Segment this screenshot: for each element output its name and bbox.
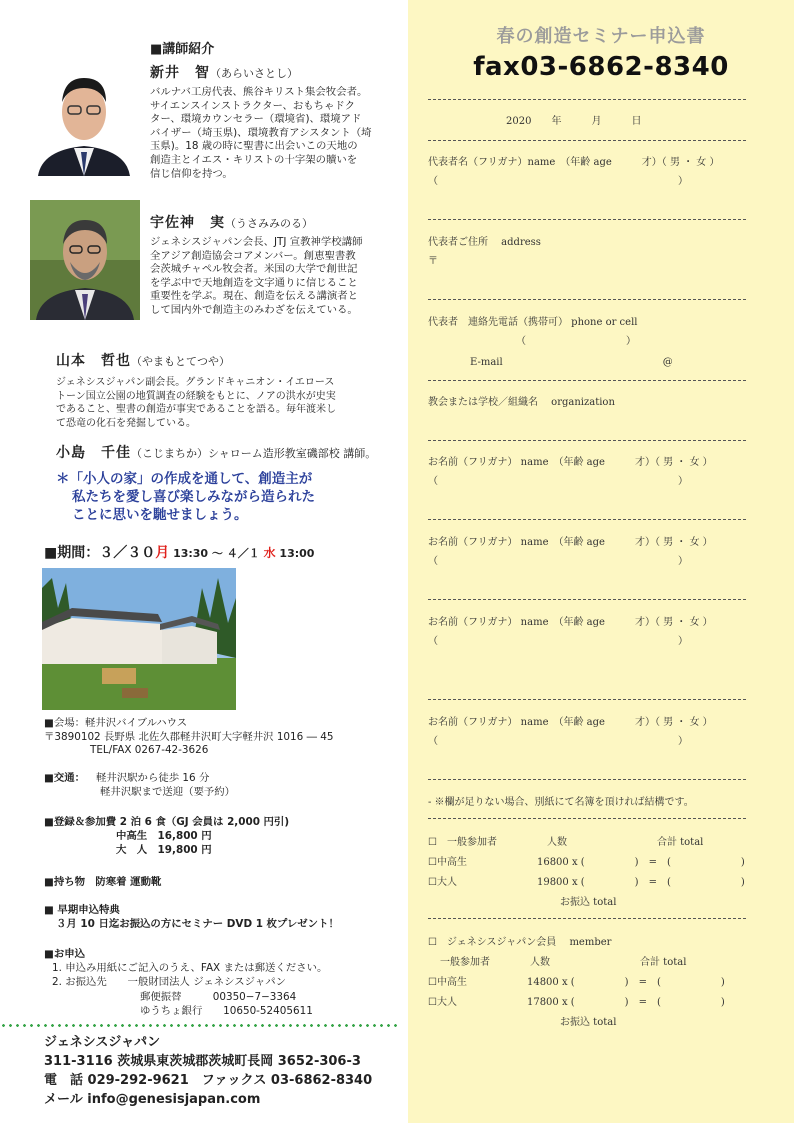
- separator: [428, 140, 746, 141]
- period: [44, 542, 314, 562]
- application-form: [408, 0, 794, 1123]
- separator: [428, 299, 746, 300]
- apply-label: ■お申込: [44, 948, 85, 960]
- separator: [428, 99, 746, 100]
- form-note: - ※欄が足りない場合、別紙にて名簿を頂ければ結構です。: [428, 797, 694, 808]
- seminar-message: [56, 470, 406, 524]
- bio-line: 創造主とイエス・キリストの十字架の贖いを: [150, 153, 358, 166]
- bio-line: サイエンスインストラクター、おもちゃドク: [150, 99, 356, 112]
- instructor-3-heading: [56, 350, 230, 370]
- separator: [428, 380, 746, 381]
- bio-line: ター、環境カウンセラー（環境省)、環境アド: [150, 113, 362, 126]
- instructor-2-heading: [150, 212, 313, 232]
- divider: [0, 1024, 400, 1027]
- member-header[interactable]: ☐ ジェネシスジャパン会員 member: [428, 937, 612, 948]
- bio-line: 玉県)。18 歳の時に聖書に出会いこの天地の: [150, 140, 358, 153]
- org-name: ジェネシスジャパン: [44, 1035, 161, 1050]
- member-adult-row[interactable]: ☐大人 17800 x ( ) = ( ): [428, 997, 725, 1008]
- instructor-4-name: 小島 千佳: [56, 445, 131, 461]
- bio-line: であること、聖書の創造が事実であることを語る。毎年渡米し: [56, 404, 336, 416]
- bank-postal: 郵便振替 00350−7−3364: [140, 991, 297, 1003]
- message-line: 私たちを愛し喜び楽しみながら造られた: [72, 489, 315, 505]
- apply-step2: 2. お振込先 一般財団法人 ジェネシスジャパン: [52, 976, 286, 988]
- instructor-1-name: 新井 智: [150, 65, 210, 81]
- instructor-1-heading: [150, 62, 298, 82]
- rep-phone-field[interactable]: 代表者 連絡先電話（携帯可） phone or cell: [428, 317, 638, 328]
- person-4-field[interactable]: お名前（フリガナ） name （年齢 age 才）（ 男 ・ 女 ）: [428, 717, 713, 728]
- venue-address: 〒3890102 長野県 北佐久郡軽井沢町大字軽井沢 1016 ― 45: [44, 731, 334, 743]
- instructor-3-bio: [56, 376, 406, 430]
- form-title: 春の創造セミナー申込書: [496, 26, 706, 47]
- bio-line: て恐竜の化石を発掘している。: [56, 417, 196, 429]
- org-phone: 電 話 029-292-9621 ファックス 03-6862-8340: [44, 1073, 373, 1088]
- rep-address-field[interactable]: 代表者ご住所 address: [428, 237, 541, 248]
- items-label: ■持ち物: [44, 876, 96, 888]
- period-time1: 13:30 〜 ４／１: [169, 547, 264, 560]
- fees-row-adult: 大 人 19,800 円: [116, 844, 212, 856]
- postal-mark: 〒: [428, 256, 438, 267]
- apply-step1: 1. 申込み用紙にご記入のうえ、FAX または郵送ください。: [52, 962, 328, 974]
- person-1-field[interactable]: お名前（フリガナ） name （年齢 age 才）（ 男 ・ 女 ）: [428, 457, 713, 468]
- instructors-heading: ■講師紹介: [150, 42, 215, 57]
- bio-line: して国内外で創造主のみわざを伝えている。: [150, 303, 358, 316]
- period-day1: 月: [155, 545, 170, 561]
- fees-label: ■登録＆参加費 2 泊 6 食（GJ 会員は 2,000 円引): [44, 816, 290, 828]
- org-address: 311-3116 茨城県東茨城郡茨城町長岡 3652-306-3: [44, 1054, 361, 1069]
- bio-line: バルナバ工房代表、熊谷キリスト集会牧会者。: [150, 86, 368, 98]
- instructor-photo-usami: [30, 200, 140, 320]
- member-student-row[interactable]: ☐中高生 14800 x ( ) = ( ): [428, 977, 725, 988]
- fax-number: fax03-6862-8340: [473, 52, 729, 82]
- transport-line1: 軽井沢駅から徒歩 16 分: [96, 772, 210, 784]
- organization-field[interactable]: 教会または学校／組織名 organization: [428, 397, 615, 408]
- period-label: ■期間：３／３０: [44, 545, 156, 561]
- rep-name-field[interactable]: 代表者名（フリガナ）name （年齢 age 才）（ 男 ・ 女 ）: [428, 157, 720, 168]
- bio-line: ジェネシスジャパン副会長。グランドキャニオン・イエロース: [56, 377, 335, 388]
- instructor-photo-arai: [30, 62, 138, 176]
- separator: [428, 519, 746, 520]
- bio-line: ジェネシスジャパン会長、JTJ 宣教神学校講師: [150, 236, 363, 248]
- instructor-2-bio: [150, 236, 406, 318]
- person-1-input[interactable]: （ ）: [428, 476, 688, 487]
- transport-line2: 軽井沢駅まで送迎（要予約）: [100, 786, 236, 798]
- fees-row-student: 中高生 16,800 円: [116, 830, 212, 842]
- period-day2: 水: [263, 546, 276, 560]
- message-line: ＊「小人の家」の作成を通して、創造主が: [56, 471, 313, 487]
- general-student-row[interactable]: ☐中高生 16800 x ( ) = ( ): [428, 857, 745, 868]
- message-line: ことに思いを馳せましょう。: [72, 507, 248, 523]
- person-3-input[interactable]: （ ）: [428, 636, 688, 647]
- bio-line: トーン国立公園の地質調査の経験をもとに、ノアの洪水が史実: [56, 390, 336, 402]
- general-transfer-total: お振込 total: [560, 897, 617, 908]
- person-2-field[interactable]: お名前（フリガナ） name （年齢 age 才）（ 男 ・ 女 ）: [428, 537, 713, 548]
- member-subheader: 一般参加者 人数 合計 total: [440, 957, 687, 968]
- person-2-input[interactable]: （ ）: [428, 556, 688, 567]
- venue-tel: TEL/FAX 0267-42-3626: [90, 744, 209, 756]
- bank-yucho: ゆうちょ銀行 10650‐52405611: [140, 1005, 313, 1017]
- instructor-3-name: 山本 哲也: [56, 353, 131, 369]
- separator: [428, 219, 746, 220]
- org-email: メール info@genesisjapan.com: [44, 1092, 261, 1107]
- person-4-input[interactable]: （ ）: [428, 736, 688, 747]
- bio-line: を学ぶ中で天地創造を文字通りに信じること: [150, 276, 358, 289]
- instructor-2-name: 宇佐神 実: [150, 215, 225, 231]
- bio-line: 重要性を学ぶ。現在、創造を伝える講演者と: [150, 290, 359, 303]
- instructor-1-kana: （あらいさとし）: [210, 67, 298, 80]
- separator: [428, 699, 746, 700]
- date-field[interactable]: 2020 年 月 日: [506, 116, 642, 127]
- general-header[interactable]: ☐ 一般参加者 人数 合計 total: [428, 837, 704, 848]
- early-value: ３月 10 日迄お振込の方にセミナー DVD 1 枚プレゼント！: [56, 918, 339, 930]
- bio-line: 会茨城チャペル牧会者。米国の大学で創世記: [150, 263, 358, 276]
- venue-label: ■会場：軽井沢バイブルハウス: [44, 717, 188, 729]
- bio-line: バイザー（埼玉県)、環境教育アシスタント（埼: [150, 126, 372, 139]
- separator: [428, 440, 746, 441]
- separator: [428, 918, 746, 919]
- instructor-2-kana: （うさみみのる）: [225, 217, 313, 230]
- bio-line: 信じ信仰を持つ。: [150, 167, 233, 180]
- member-transfer-total: お振込 total: [560, 1017, 617, 1028]
- email-field[interactable]: E-mail @: [470, 357, 673, 368]
- early-label: ■ 早期申込特典: [44, 904, 120, 916]
- items-value: 防寒着 運動靴: [95, 876, 162, 888]
- separator: [428, 779, 746, 780]
- rep-phone-input[interactable]: （ ）: [516, 336, 636, 347]
- instructor-3-kana: （やまもとてつや）: [131, 355, 230, 368]
- separator: [428, 818, 746, 819]
- period-time2: 13:00: [275, 547, 315, 560]
- general-adult-row[interactable]: ☐大人 19800 x ( ) = ( ): [428, 877, 745, 888]
- items: [44, 875, 161, 889]
- instructor-4-kana: （こじまちか）シャローム造形教室磯部校 講師。: [131, 447, 377, 460]
- bio-line: 全アジア創造協会コアメンバー。創恵聖書教: [150, 249, 356, 262]
- instructor-1-bio: [150, 86, 406, 181]
- separator: [428, 599, 746, 600]
- instructor-4-heading: [56, 442, 376, 462]
- transport-label: ■交通：: [44, 772, 85, 784]
- venue-photo: [42, 568, 236, 710]
- rep-name-input[interactable]: （ ）: [428, 176, 688, 187]
- person-3-field[interactable]: お名前（フリガナ） name （年齢 age 才）（ 男 ・ 女 ）: [428, 617, 713, 628]
